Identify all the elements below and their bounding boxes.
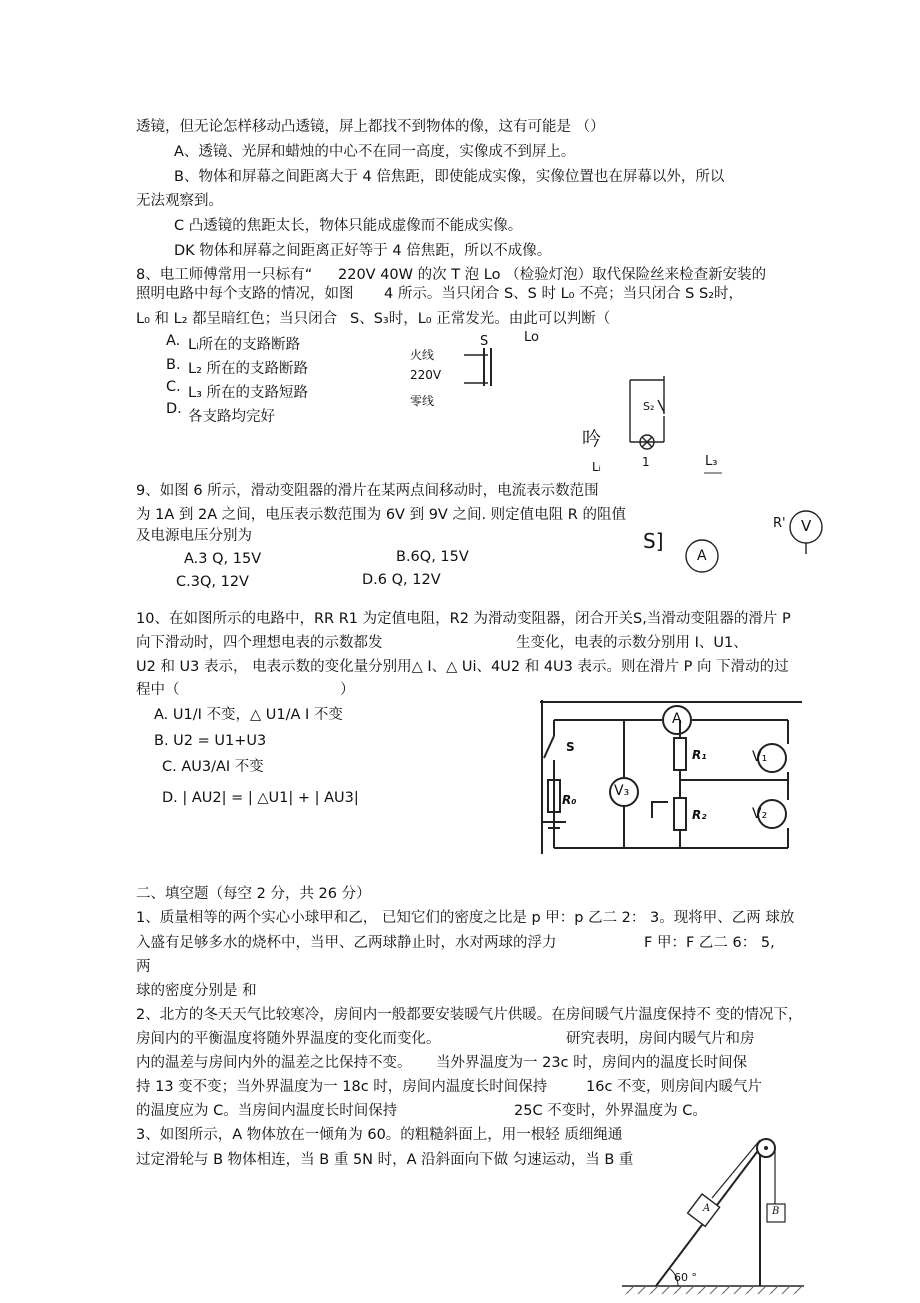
- q8-option-c: L₃ 所在的支路短路: [188, 385, 308, 401]
- q8-option-c-key: C.: [166, 379, 181, 395]
- q8-fig-s2-label: S₂: [643, 400, 655, 413]
- f2-line4a: 持 13 变不变；当外界温度为一 18c 时，房间内温度长时间保持: [136, 1079, 548, 1095]
- q9-option-c: C.3Q, 12V: [176, 574, 249, 590]
- f2-line3a: 内的温差与房间内外的温差之比保持不变。: [136, 1055, 412, 1071]
- q8-circuit-right: [622, 376, 672, 456]
- f2-line4b: 16c 不变，则房间内暖气片: [586, 1079, 763, 1095]
- q10-fig-v1-label: V₁: [752, 749, 768, 765]
- q7-option-a: A、透镜、光屏和蜡烛的中心不在同一高度，实像成不到屏上。: [174, 144, 576, 160]
- q10-fig-r1-label: R₁: [692, 748, 707, 762]
- q9-line3: 及电源电压分别为: [136, 528, 252, 544]
- q10-option-a: A. U1/I 不变，△ U1/A I 不变: [154, 707, 343, 723]
- q8-fig-1-label: 1: [642, 455, 650, 469]
- f2-line5a: 的温度应为 C。当房间内温度长时间保持: [136, 1103, 398, 1119]
- incline-block-b-label: B: [772, 1206, 780, 1217]
- f1-line2a: 入盛有足够多水的烧杯中，当甲、乙两球静止时，水对两球的浮力: [136, 935, 557, 951]
- f1-line1: 1、质量相等的两个实心小球甲和乙， 已知它们的密度之比是 p 甲：p 乙二 2： 3。现将甲、乙两 球放: [136, 910, 795, 926]
- q9-option-b: B.6Q, 15V: [396, 549, 469, 565]
- section2-title: 二、填空题（每空 2 分，共 26 分）: [136, 886, 371, 902]
- q10-line3: U2 和 U3 表示， 电表示数的变化量分别用△ I、△ Ui、4U2 和 4U3 表示。则在滑片 P 向 下滑动的过: [136, 659, 789, 675]
- q8-line1b: 220V 40W 的次 T 泡 Lo （检验灯泡）取代保险丝来检查新安装的: [338, 267, 767, 283]
- q8-fig-yin-label: 吟: [582, 428, 602, 450]
- q9-option-a: A.3 Q, 15V: [184, 551, 262, 567]
- f2-line2a: 房间内的平衡温度将随外界温度的变化而变化。: [136, 1031, 441, 1047]
- q9-line1: 9、如图 6 所示，滑动变阻器的滑片在某两点间移动时，电流表示数范围: [136, 483, 599, 499]
- q8-fig-switch-s-label: S: [480, 334, 489, 349]
- q10-option-b: B. U2 = U1+U3: [154, 733, 267, 749]
- f3-line2: 过定滑轮与 B 物体相连，当 B 重 5N 时，A 沿斜面向下做 匀速运动，当 B 重: [136, 1152, 634, 1168]
- q8-circuit-left: [460, 340, 500, 390]
- incline-figure: [618, 1126, 808, 1298]
- incline-block-a-label: A: [703, 1203, 711, 1214]
- q8-option-d: 各支路均完好: [188, 409, 275, 425]
- f1-line3: 两: [136, 959, 151, 975]
- q10-fig-v3-label: V₃: [614, 783, 630, 799]
- q8-line1a: 8、电工师傅常用一只标有“: [136, 267, 313, 283]
- q10-line4a: 程中（: [136, 682, 180, 698]
- q8-fig-live-wire-label: 火线: [410, 348, 435, 362]
- q7-option-b-line1: B、物体和屏幕之间距离大于 4 倍焦距，即使能成实像，实像位置也在屏幕以外，所以: [174, 169, 725, 185]
- q9-voltmeter-label: V: [801, 517, 812, 535]
- q9-fig-r-label: R': [773, 516, 786, 531]
- q10-fig-switch-label: S: [566, 740, 575, 754]
- q8-fig-lo-label: Lo: [524, 330, 539, 345]
- q10-line2b: 生变化，电表的示数分别用 I、U1、: [516, 635, 748, 651]
- q8-line2b: 4 所示。当只闭合 S、S 时 L₀ 不亮；当只闭合 S S₂时，: [384, 286, 744, 302]
- f3-line1: 3、如图所示，A 物体放在一倾角为 60。的粗糙斜面上，用一根轻 质细绳通: [136, 1127, 623, 1143]
- q10-circuit: [540, 700, 802, 854]
- f1-line2b: F 甲：F 乙二 6： 5,: [644, 935, 775, 951]
- q7-option-c: C 凸透镜的焦距太长，物体只能成虚像而不能成实像。: [174, 218, 523, 234]
- q8-line3a: L₀ 和 L₂ 都呈暗红色；当只闭合: [136, 311, 338, 327]
- q9-option-d: D.6 Q, 12V: [362, 572, 441, 588]
- q8-fig-l3-underline: [704, 472, 724, 475]
- q9-fig-switch-label: S]: [643, 529, 664, 553]
- q10-fig-r0-label: R₀: [562, 793, 577, 807]
- f2-line1: 2、北方的冬天天气比较寒冷，房间内一般都要安装暖气片供暖。在房间暖气片温度保持不 变的情况下，: [136, 1007, 803, 1023]
- q10-line1: 10、在如图所示的电路中，RR R1 为定值电阻，R2 为滑动变阻器，闭合开关S,当滑动变阻器的滑片 P: [136, 611, 791, 627]
- q8-line3b: S、S₃时，L₀ 正常发光。由此可以判断（: [350, 311, 611, 327]
- q8-fig-l1-label: Lᵢ: [592, 460, 601, 474]
- q8-option-a: Lᵢ所在的支路断路: [188, 337, 301, 353]
- q10-line4b: ）: [340, 682, 355, 698]
- q8-fig-l3-label: L₃: [705, 454, 718, 469]
- q9-line2: 为 1A 到 2A 之间，电压表示数范围为 6V 到 9V 之间. 则定值电阻 R 的阻值: [136, 507, 626, 523]
- q10-fig-r2-label: R₂: [692, 808, 707, 822]
- f1-line4: 球的密度分别是 和: [136, 983, 257, 999]
- q8-fig-voltage-label: 220V: [410, 368, 442, 382]
- q10-line2a: 向下滑动时，四个理想电表的示数都发: [136, 635, 383, 651]
- q8-option-b: L₂ 所在的支路断路: [188, 361, 308, 377]
- q8-option-d-key: D.: [166, 401, 182, 417]
- q10-option-d: D. | AU2| = | △U1| + | AU3|: [162, 790, 359, 806]
- q8-option-a-key: A.: [166, 333, 181, 349]
- f2-line2b: 研究表明，房间内暖气片和房: [566, 1031, 755, 1047]
- q7-stem: 透镜，但无论怎样移动凸透镜，屏上都找不到物体的像，这有可能是 （）: [136, 119, 605, 135]
- q7-option-d: DK 物体和屏幕之间距离正好等于 4 倍焦距，所以不成像。: [174, 243, 552, 259]
- f2-line3b: 当外界温度为一 23c 时，房间内的温度长时间保: [436, 1055, 748, 1071]
- q8-option-b-key: B.: [166, 357, 181, 373]
- incline-angle-label: 60 °: [674, 1271, 697, 1284]
- q10-fig-ammeter-label: A: [672, 711, 682, 727]
- q8-fig-neutral-label: 零线: [410, 394, 435, 408]
- q8-line2a: 照明电路中每个支路的情况，如图: [136, 286, 354, 302]
- q10-fig-v2-label: V₂: [752, 806, 768, 822]
- q9-ammeter-label: A: [697, 548, 707, 564]
- q10-option-c: C. AU3/AI 不变: [162, 759, 264, 775]
- q7-option-b-line2: 无法观察到。: [136, 193, 223, 209]
- f2-line5b: 25C 不变时，外界温度为 C。: [514, 1103, 707, 1119]
